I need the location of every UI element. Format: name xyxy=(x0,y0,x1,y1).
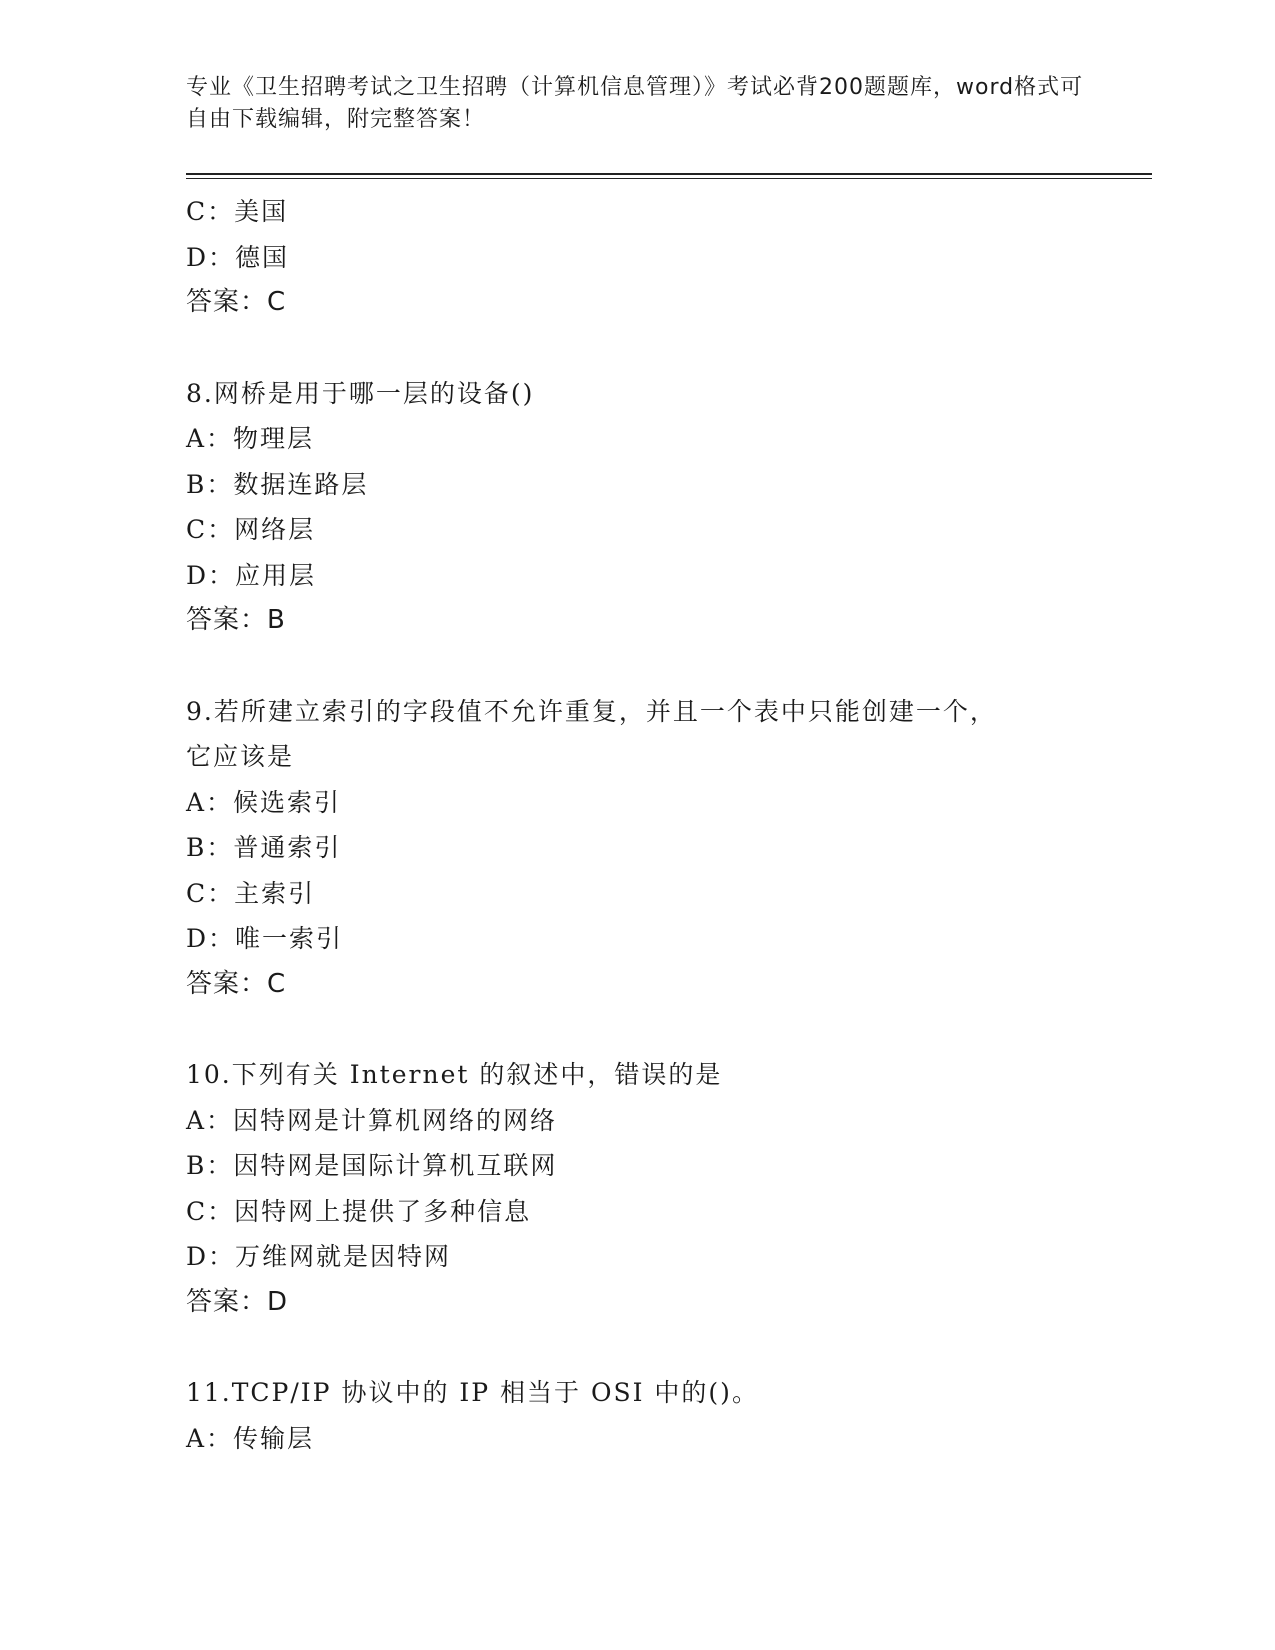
option-b: B：普通索引 xyxy=(186,833,342,862)
question-block-10 xyxy=(186,1052,1146,1325)
option-c: C：主索引 xyxy=(186,878,316,908)
question-text-line-2: 它应该是 xyxy=(186,742,295,771)
question-text: 8.网桥是用于哪一层的设备() xyxy=(186,378,535,408)
option-d: D：应用层 xyxy=(186,560,317,590)
question-block-9 xyxy=(186,689,1146,1008)
document-page xyxy=(186,0,1146,1461)
answer-line: 答案：D xyxy=(186,1286,289,1317)
question-list xyxy=(186,189,1146,1461)
option-b: B：数据连路层 xyxy=(186,469,369,499)
option-c: C：网络层 xyxy=(186,515,316,544)
option-c: C：因特网上提供了多种信息 xyxy=(186,1196,532,1226)
question-text: 10.下列有关 Internet 的叙述中，错误的是 xyxy=(186,1060,723,1089)
answer-line: 答案：C xyxy=(186,968,287,999)
option-d: D：唯一索引 xyxy=(186,924,344,953)
option-a: A：因特网是计算机网络的网络 xyxy=(186,1105,558,1135)
answer-line: 答案：B xyxy=(186,605,286,635)
question-text-line-1: 9.若所建立索引的字段值不允许重复，并且一个表中只能创建一个， xyxy=(186,696,997,726)
option-b: B：因特网是国际计算机互联网 xyxy=(186,1151,558,1180)
option-c: C：美国 xyxy=(186,197,289,226)
option-a: A：传输层 xyxy=(186,1423,315,1453)
option-d: D：德国 xyxy=(186,242,290,272)
option-d: D：万维网就是因特网 xyxy=(186,1242,452,1271)
question-block-7 xyxy=(186,189,1146,326)
option-a: A：物理层 xyxy=(186,424,315,453)
option-a: A：候选索引 xyxy=(186,787,342,817)
document-header: 专业《卫生招聘考试之卫生招聘（计算机信息管理）》考试必背200题题库，word格式可自由下载编辑，附完整答案！ xyxy=(186,75,1084,132)
question-block-8 xyxy=(186,371,1146,644)
question-text: 11.TCP/IP 协议中的 IP 相当于 OSI 中的()。 xyxy=(186,1378,759,1407)
header-divider xyxy=(186,173,1152,179)
answer-line: 答案：C xyxy=(186,287,287,317)
question-block-11 xyxy=(186,1370,1146,1461)
